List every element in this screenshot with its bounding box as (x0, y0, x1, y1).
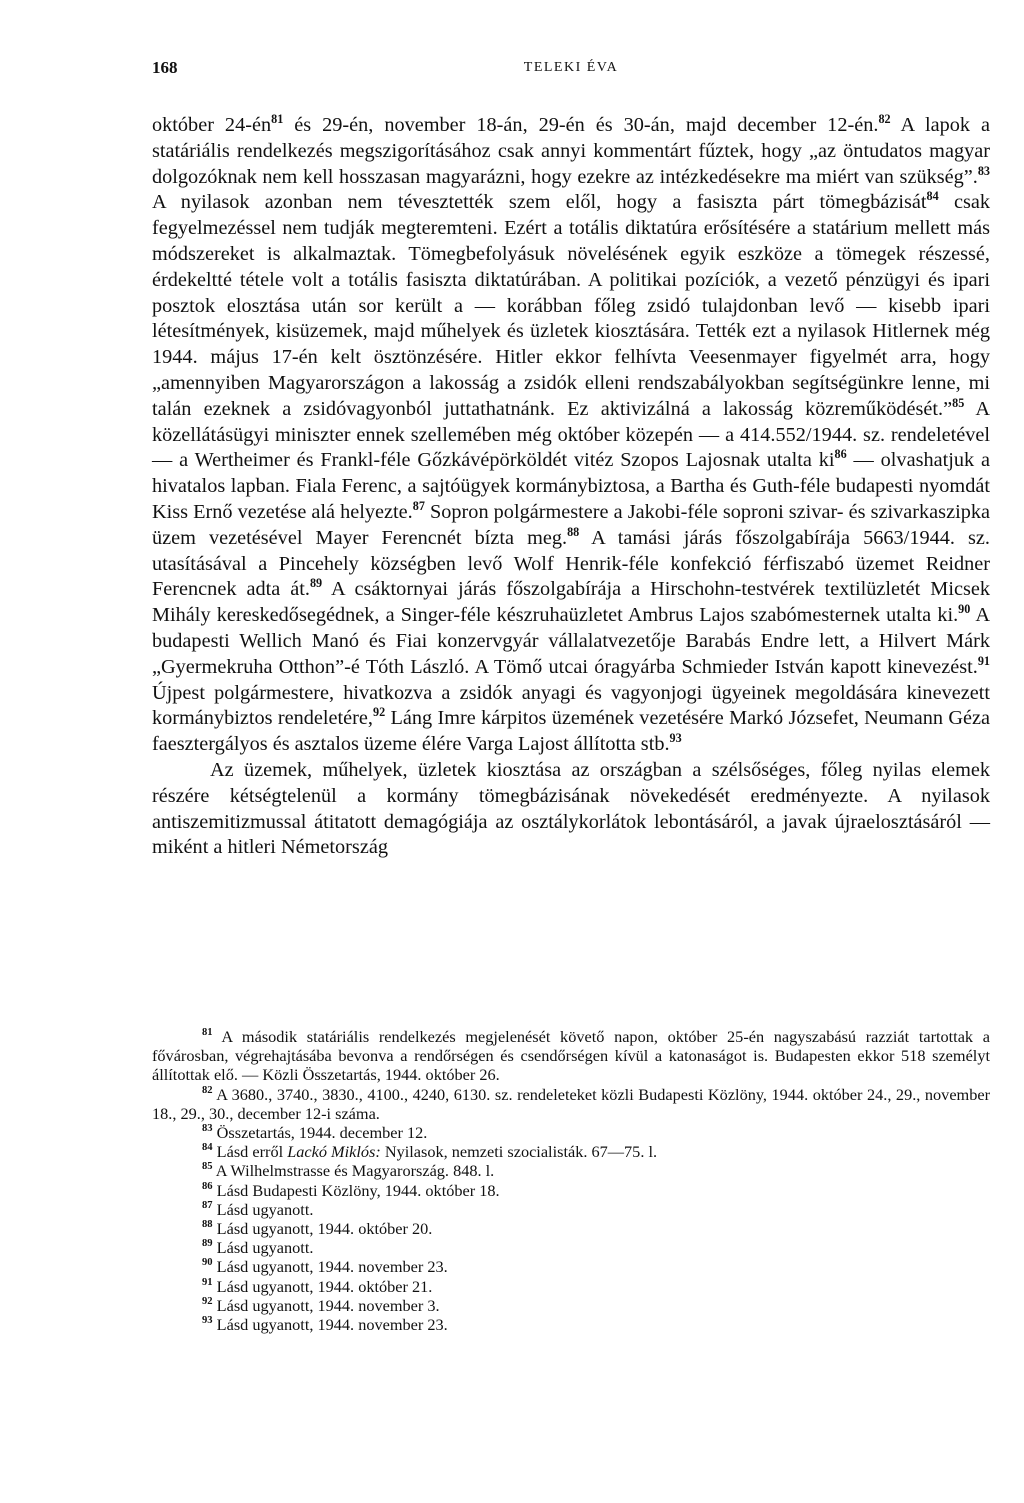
footnote-ref: 84 (926, 189, 939, 204)
text-span: Sopron polgármestere a Jakobi-féle soproni szivar- és szivarkaszipka üzem vezetésével Mayer Ferencnét bízta meg. (152, 500, 990, 549)
paragraph-1 (152, 113, 990, 758)
footnote-84 (152, 1142, 990, 1161)
footnote-number: 91 (202, 1276, 213, 1288)
footnote-ref: 89 (309, 576, 323, 591)
page-number: 168 (152, 58, 178, 77)
footnote-number: 86 (202, 1180, 213, 1192)
footnote-text: Lásd ugyanott, 1944. november 23. (216, 1257, 448, 1277)
footnote-text: A 3680., 3740., 3830., 4100., 4240, 6130. sz. rendeleteket közli Budapesti Közlöny, 1944. október 24., 29., november 18., 29., 30., december 12-i száma. (152, 1084, 990, 1123)
footnote-ref: 91 (977, 653, 990, 668)
footnote-93 (152, 1315, 990, 1334)
footnote-number: 92 (202, 1295, 213, 1307)
footnote-86 (152, 1181, 990, 1200)
footnote-text: A második statáriális rendelkezés megjelenését követő napon, október 25-én nagyszabású razziát tartottak a fővárosban, végrehajtásába bevonva a rendőrségen és csendőrségen kívül a katonaságot is. Budapesten ekkor 518 személyt állítottak elő. — Közli Összetartás, 1944. október 26. (152, 1027, 990, 1085)
footnote-number: 93 (202, 1315, 213, 1327)
text-span: A lapok a statáriális rendelkezés megszigorításához csak annyi kommentárt fűztek, hogy „az öntudatos magyar dolgozóknak nem kell hosszasan magyarázni, hogy ezekre az intézkedésekre ma miért van szükség”. (152, 114, 990, 188)
footnote-90 (152, 1257, 990, 1276)
footnote-ref: 86 (834, 447, 847, 462)
text-span: és 29-én, november 18-án, 29-én és 30-án, majd december 12-én. (283, 114, 879, 136)
text-span: A nyilasok azonban nem tévesztették szem elől, hogy a fasiszta párt tömegbázisát (152, 191, 927, 214)
footnote-number: 87 (202, 1199, 213, 1211)
footnotes (152, 1027, 990, 1334)
footnote-number: 89 (202, 1238, 213, 1250)
footnote-ref: 87 (412, 499, 425, 514)
footnote-text: Lásd ugyanott, 1944. október 21. (216, 1276, 433, 1296)
footnote-85 (152, 1161, 990, 1180)
footnote-text: Lásd Budapesti Közlöny, 1944. október 18. (216, 1180, 500, 1200)
footnote-text: Nyilasok, nemzeti szocialisták. 67—75. l. (380, 1142, 658, 1162)
main-text (152, 113, 990, 861)
footnote-text: Lásd ugyanott. (216, 1238, 314, 1258)
footnote-89 (152, 1238, 990, 1257)
footnote-91 (152, 1277, 990, 1296)
footnote-82 (152, 1085, 990, 1123)
text-span: október 24-én (152, 114, 272, 136)
footnote-text: A Wilhelmstrasse és Magyarország. 848. l. (215, 1161, 495, 1181)
footnote-number: 83 (202, 1123, 213, 1135)
footnote-ref: 83 (977, 163, 990, 178)
footnote-ref: 81 (271, 112, 284, 127)
footnote-number: 90 (202, 1257, 213, 1269)
text-span: A csáktornyai járás főszolgabírája a Hirschohn-testvérek textilüzletét Micsek Mihály kereskedősegédnek, a Singer-féle készruhaüzletet Ambrus Lajos szabómesternek utalta ki. (152, 578, 991, 627)
footnote-number: 88 (202, 1219, 213, 1231)
footnote-author: Lackó Miklós: (287, 1142, 381, 1162)
footnote-ref: 82 (878, 112, 891, 127)
footnote-92 (152, 1296, 990, 1315)
footnote-text: Lásd ugyanott, 1944. november 23. (216, 1315, 448, 1335)
footnote-text: Lásd ugyanott, 1944. október 20. (216, 1219, 433, 1239)
text-span: csak fegyelmezéssel nem tudják megteremteni. Ezért a totális diktatúra erősítésére a statárium mellett más módszereket is alkalmaztak. Tömegbefolyásuk növelésének egyik eszköze a tömegek részessé, érdekeltté tétele volt a totális fasiszta diktatúrában. A politikai pozíciók, a vezető pénzügyi és ipari posztok elosztása után sor került a — korábban főleg zsidó tulajdonban levő — kisebb ipari létesítmények, kisüzemek, majd műhelyek és üzletek kiosztására. Tették ezt a nyilasok Hitlernek még 1944. május 17-én kelt ösztönzésére. Hitler ekkor felhívta Veesenmayer figyelmét arra, hogy „amennyiben Magyarországon a lakosság a zsidók elleni rendszabályokban segítségünkre lenne, mi talán ezeknek a zsidóvagyonból juttathatnánk. Ez aktivizálná a lakosság közreműködését.” (152, 191, 990, 420)
footnote-number: 81 (202, 1027, 213, 1039)
text-span: A budapesti Wellich Manó és Fiai konzervgyár vállalatvezetője Barabás Endre lett, a Hilvert Márk „Gyermekruha Otthon”-é Tóth László. A Tömő utcai óragyárba Schmieder István kapott kinevezést. (152, 604, 991, 678)
text-span: Újpest polgármestere, hivatkozva a zsidók anyagi és vagyonjogi ügyeinek megoldására kinevezett kormánybiztos rendeletére, (152, 681, 990, 730)
running-title: TELEKI ÉVA (523, 60, 619, 75)
footnote-81 (152, 1027, 990, 1085)
footnote-number: 85 (202, 1161, 213, 1173)
footnote-87 (152, 1200, 990, 1219)
footnote-ref: 90 (958, 602, 971, 617)
footnote-88 (152, 1219, 990, 1238)
footnote-number: 82 (202, 1084, 213, 1096)
footnote-text: Lásd ugyanott, 1944. november 3. (216, 1295, 440, 1315)
text-span: Láng Imre kárpitos üzemének vezetésére Markó Józsefet, Neumann Géza faesztergályos és asztalos üzeme élére Varga Lajost állította stb. (152, 707, 991, 756)
footnote-text: Összetartás, 1944. december 12. (216, 1123, 428, 1143)
text-span: — olvashatjuk a hivatalos lapban. Fiala Ferenc, a sajtóügyek kormánybiztosa, a Bartha és Guth-féle budapesti nyomdát Kiss Ernő vezetése alá helyezte. (152, 449, 991, 523)
footnote-ref: 88 (567, 524, 580, 539)
footnote-ref: 93 (669, 731, 682, 746)
footnote-text: Lásd erről (216, 1142, 288, 1162)
footnote-number: 84 (202, 1142, 213, 1154)
footnote-83 (152, 1123, 990, 1142)
page-header (152, 58, 990, 82)
text-span: A közellátásügyi miniszter ennek szellemében még október közepén — a 414.552/1944. sz. rendeletével — a Wertheimer és Frankl-féle Gőzkávépörköldét vitéz Szopos Lajosnak utalta ki (152, 397, 990, 472)
paragraph-2: Az üzemek, műhelyek, üzletek kiosztása az országban a szélsőséges, főleg nyilas elemek részére kétségtelenül a kormány tömegbázisának növekedését eredményezte. A nyilasok antiszemitizmussal átitatott demagógiája az osztálykorlátok lebontásáról, a javak újraelosztásáról — miként a hitleri Németország (152, 758, 990, 859)
footnote-ref: 85 (952, 395, 965, 410)
footnote-text: Lásd ugyanott. (216, 1199, 314, 1219)
text-span: A tamási járás főszolgabírája 5663/1944. sz. utasításával a Pincehely községben levő Wolf Henrik-féle konfekció férfiszabó üzemet Reidner Ferencnek adta át. (152, 526, 990, 601)
footnote-ref: 92 (373, 705, 386, 720)
